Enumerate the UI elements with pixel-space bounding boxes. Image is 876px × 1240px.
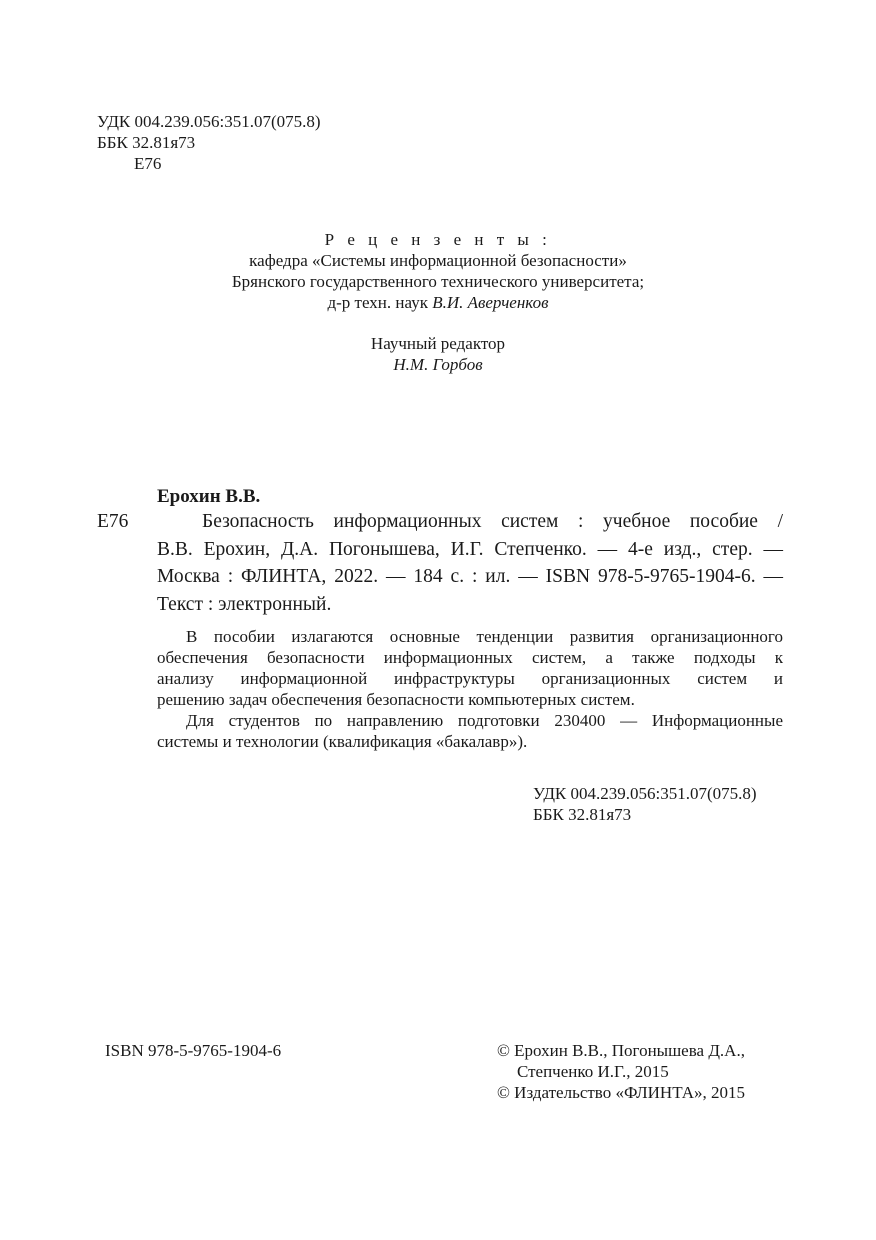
reviewers-heading: Р е ц е н з е н т ы : [324,230,552,249]
copyright-authors: © Ерохин В.В., Погонышева Д.А., [497,1041,745,1060]
reviewers-line-3 [0,292,876,313]
annotation-p1-line-1: В пособии излагаются основные тенденции развития организационного [186,627,783,646]
bibliographic-line-4: Текст : электронный. [157,593,332,615]
annotation [157,626,783,752]
bibliographic-sign: Е76 [97,511,129,532]
copyright-block [497,1040,817,1103]
top-bbk: ББК 32.81я73 [97,133,196,152]
annotation-p2-line-1: Для студентов по направлению подготовки 230400 — Информационные [186,711,783,730]
copyright-authors-continued: Степченко И.Г., 2015 [517,1062,669,1081]
annotation-p1-line-4: решению задач обеспечения безопасности компьютерных систем. [157,690,635,709]
scientific-editor-name: Н.М. Горбов [393,355,483,374]
scientific-editor-block [0,333,876,375]
author-heading: Ерохин В.В. [157,486,261,507]
reviewers-block [0,229,876,313]
reviewer-degree: д-р техн. наук [327,293,433,312]
bibliographic-line-3: Москва : ФЛИНТА, 2022. — 184 с. : ил. — ISBN 978-5-9765-1904-6. — [157,566,783,587]
isbn: ISBN 978-5-9765-1904-6 [105,1041,282,1060]
top-udk: УДК 004.239.056:351.07(075.8) [97,112,321,131]
annotation-p1-line-2: обеспечения безопасности информационных систем, а также подходы к [157,648,783,667]
reviewers-line-2: Брянского государственного технического университета; [231,272,645,291]
bottom-classification [533,783,833,825]
reviewer-name: В.И. Аверченков [432,293,549,312]
bibliographic-line-1: Безопасность информационных систем : учебное пособие / [202,511,783,532]
bottom-udk: УДК 004.239.056:351.07(075.8) [533,784,757,803]
reviewers-line-1: кафедра «Системы информационной безопасности» [249,251,627,270]
copyright-publisher: © Издательство «ФЛИНТА», 2015 [497,1083,746,1102]
top-classification [97,111,417,174]
bibliographic-line-2: В.В. Ерохин, Д.А. Погонышева, И.Г. Степченко. — 4-е изд., стер. — [157,538,783,560]
annotation-p1-line-3: анализу информационной инфраструктуры организационных систем и [157,669,783,688]
annotation-p2-line-2: системы и технологии (квалификация «бакалавр»). [157,732,528,751]
scientific-editor-label: Научный редактор [370,334,506,353]
top-author-sign: Е76 [134,154,162,173]
bottom-bbk: ББК 32.81я73 [533,805,632,824]
bibliographic-description [157,508,783,618]
